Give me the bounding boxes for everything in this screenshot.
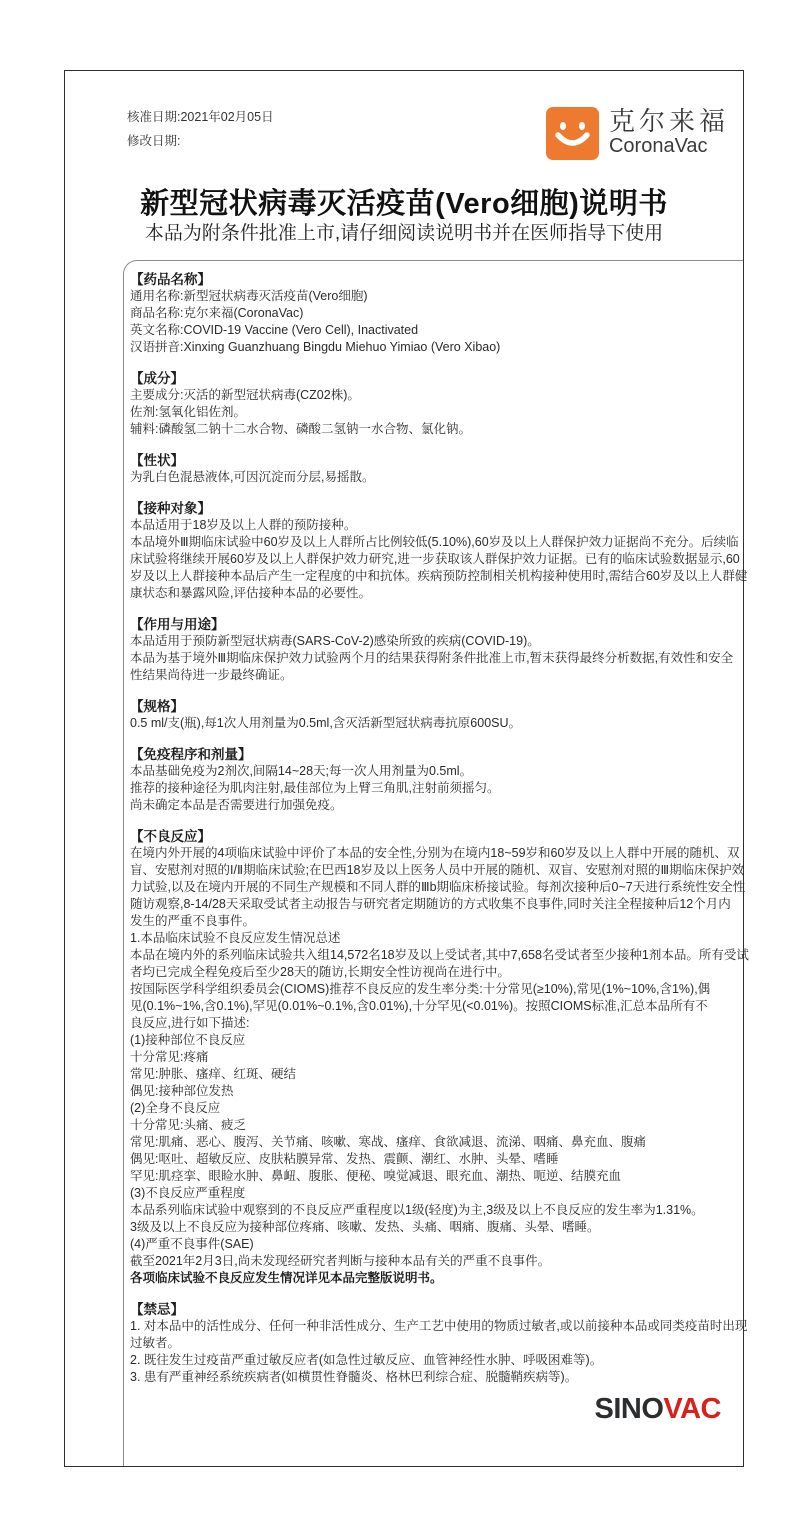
section-heading: 【性状】 [130, 453, 184, 468]
brand-name-english: CoronaVac [608, 135, 708, 157]
section-line: 本品基础免疫为2剂次,间隔14~28天;每一次人用剂量为0.5ml。 [130, 764, 473, 778]
section-line: 尚未确定本品是否需要进行加强免疫。 [130, 798, 343, 812]
section-line: 佐剂:氢氧化铝佐剂。 [130, 405, 246, 419]
section [130, 828, 749, 1287]
section-line: 盲、安慰剂对照的I/Ⅱ期临床试验;在巴西18岁及以上医务人员中开展的随机、双盲、安慰剂对照的Ⅲ期临床保护效 [130, 863, 745, 877]
brand-text [609, 107, 729, 157]
section-line: 本品系列临床试验中观察到的不良反应严重程度以1级(轻度)为主,3级及以上不良反应的发生率为1.31%。 [130, 1203, 704, 1217]
section-line: 推荐的接种途径为肌肉注射,最佳部位为上臂三角肌,注射前须摇匀。 [130, 781, 500, 795]
section-line: 英文名称:COVID-19 Vaccine (Vero Cell), Inactivated [130, 323, 419, 337]
section-line: 各项临床试验不良反应发生情况详见本品完整版说明书。 [130, 1271, 443, 1285]
smiley-face-icon [546, 107, 599, 160]
date-block [127, 105, 274, 153]
sinovac-logo-vac: VAC [663, 1393, 721, 1425]
page-title: 新型冠状病毒灭活疫苗(Vero细胞)说明书 [140, 188, 668, 220]
section [130, 271, 735, 356]
section-line: 十分常见:头痛、疲乏 [130, 1118, 246, 1132]
document-page [64, 70, 749, 1467]
content-box [123, 260, 749, 1466]
section-line: 偶见:接种部位发热 [130, 1084, 234, 1098]
section [130, 500, 748, 602]
section-line: 本品境外Ⅲ期临床试验中60岁及以上人群所占比例较低(5.10%),60岁及以上人群保护效力证据尚不充分。后续临 [130, 535, 739, 549]
section-line: (2)全身不良反应 [130, 1101, 221, 1115]
section-line: 汉语拼音:Xinxing Guanzhuang Bingdu Miehuo Yimiao (Vero Xibao) [130, 340, 501, 354]
section-line: 床试验将继续开展60岁及以上人群保护效力研究,进一步获取该人群保护效力证据。已有的临床试验数据显示,60 [130, 552, 740, 566]
section-line: 0.5 ml/支(瓶),每1次人用剂量为0.5ml,含灭活新型冠状病毒抗原600SU。 [130, 716, 522, 730]
section [130, 370, 735, 438]
section-line: 者均已完成全程免疫后至少28天的随访,长期安全性访视尚在进行中。 [130, 965, 510, 979]
section-line: 通用名称:新型冠状病毒灭活疫苗(Vero细胞) [130, 289, 368, 303]
section-line: 常见:肌痛、恶心、腹泻、关节痛、咳嗽、寒战、瘙痒、食欲减退、流涕、咽痛、鼻充血、腹痛 [130, 1135, 646, 1149]
section-line: (3)不良反应严重程度 [130, 1186, 246, 1200]
section [130, 452, 735, 486]
section-line: 发生的严重不良事件。 [130, 914, 256, 928]
section-heading: 【规格】 [130, 699, 184, 714]
sections [130, 271, 749, 1386]
sinovac-logo [595, 1393, 721, 1426]
section-line: 按国际医学科学组织委员会(CIOMS)推荐不良反应的发生率分类:十分常见(≥10%),常见(1%~10%,含1%),偶 [130, 982, 711, 996]
section-line: 见(0.1%~1%,含0.1%),罕见(0.01%~0.1%,含0.01%),十分罕见(<0.01%)。按照CIOMS标准,汇总本品所有不 [130, 999, 708, 1013]
section-heading: 【接种对象】 [130, 501, 211, 516]
section-heading: 【成分】 [130, 371, 184, 386]
section-line: 1. 对本品中的活性成分、任何一种非活性成分、生产工艺中使用的物质过敏者,或以前接种本品或同类疫苗时出现 [130, 1319, 748, 1333]
revision-date: 修改日期: [127, 134, 181, 148]
sinovac-logo-sino: SINO [594, 1393, 664, 1425]
section-line: 性结果尚待进一步最终确证。 [130, 668, 293, 682]
section-line: 1.本品临床试验不良反应发生情况总述 [130, 931, 341, 945]
section-heading: 【作用与用途】 [130, 617, 225, 632]
brand-name-chinese: 克尔来福 [608, 106, 729, 136]
section-line: 十分常见:疼痛 [130, 1050, 209, 1064]
section-line: (4)严重不良事件(SAE) [130, 1237, 254, 1251]
section-line: (1)接种部位不良反应 [130, 1033, 246, 1047]
section-line: 商品名称:克尔来福(CoronaVac) [130, 306, 304, 320]
section-line: 随访观察,8-14/28天采取受试者主动报告与研究者定期随访的方式收集不良事件,同时关注全程接种后12个月内 [130, 897, 731, 911]
section-line: 康状态和暴露风险,评估接种本品的必要性。 [130, 586, 371, 600]
section-line: 常见:肿胀、瘙痒、红斑、硬结 [130, 1067, 296, 1081]
section-heading: 【不良反应】 [130, 829, 211, 844]
section-line: 力试验,以及在境内开展的不同生产规模和不同人群的Ⅲb期临床桥接试验。每剂次接种后0~7天进行系统性安全性 [130, 880, 746, 894]
section-line: 2. 既往发生过疫苗严重过敏反应者(如急性过敏反应、血管神经性水肿、呼吸困难等)。 [130, 1353, 603, 1367]
section-line: 截至2021年2月3日,尚未发现经研究者判断与接种本品有关的严重不良事件。 [130, 1254, 551, 1268]
section [130, 1301, 748, 1386]
section-heading: 【免疫程序和剂量】 [130, 747, 252, 762]
section-line: 岁及以上人群接种本品后产生一定程度的中和抗体。疾病预防控制相关机构接种使用时,需结合60岁及以上人群健 [130, 569, 748, 583]
coronavac-logo [546, 107, 729, 160]
section-line: 本品适用于18岁及以上人群的预防接种。 [130, 518, 357, 532]
section-line: 辅料:磷酸氢二钠十二水合物、磷酸二氢钠一水合物、氯化钠。 [130, 422, 471, 436]
section [130, 616, 735, 684]
section-line: 3. 患有严重神经系统疾病者(如横贯性脊髓炎、格林巴利综合症、脱髓鞘疾病等)。 [130, 1370, 578, 1384]
section-line: 良反应,进行如下描述: [130, 1016, 250, 1030]
section-line: 本品为基于境外Ⅲ期临床保护效力试验两个月的结果获得附条件批准上市,暂未获得最终分析数据,有效性和安全 [130, 651, 734, 665]
section-line: 主要成分:灭活的新型冠状病毒(CZ02株)。 [130, 388, 360, 402]
section-heading: 【禁忌】 [130, 1302, 184, 1317]
approval-date: 核准日期:2021年02月05日 [127, 110, 274, 124]
section-line: 罕见:肌痉挛、眼睑水肿、鼻衄、腹胀、便秘、嗅觉减退、眼充血、潮热、呃逆、结膜充血 [130, 1169, 621, 1183]
document-header [127, 105, 729, 165]
section-line: 为乳白色混悬液体,可因沉淀而分层,易摇散。 [130, 470, 375, 484]
page-subtitle: 本品为附条件批准上市,请仔细阅读说明书并在医师指导下使用 [144, 223, 664, 244]
section [130, 746, 735, 814]
section-line: 偶见:呕吐、超敏反应、皮肤粘膜异常、发热、震颤、潮红、水肿、头晕、嗜睡 [130, 1152, 559, 1166]
section-heading: 【药品名称】 [130, 272, 211, 287]
section-line: 3级及以上不良反应为接种部位疼痛、咳嗽、发热、头痛、咽痛、腹痛、头晕、嗜睡。 [130, 1220, 600, 1234]
section-line: 本品在境内外的系列临床试验共入组14,572名18岁及以上受试者,其中7,658名受试者至少接种1剂本品。所有受试 [130, 948, 749, 962]
section-line: 在境内外开展的4项临床试验中评价了本品的安全性,分别为在境内18~59岁和60岁及以上人群中开展的随机、双 [130, 846, 740, 860]
section-line: 过敏者。 [130, 1336, 181, 1350]
section [130, 698, 735, 732]
section-line: 本品适用于预防新型冠状病毒(SARS-CoV-2)感染所致的疾病(COVID-19)。 [130, 634, 540, 648]
